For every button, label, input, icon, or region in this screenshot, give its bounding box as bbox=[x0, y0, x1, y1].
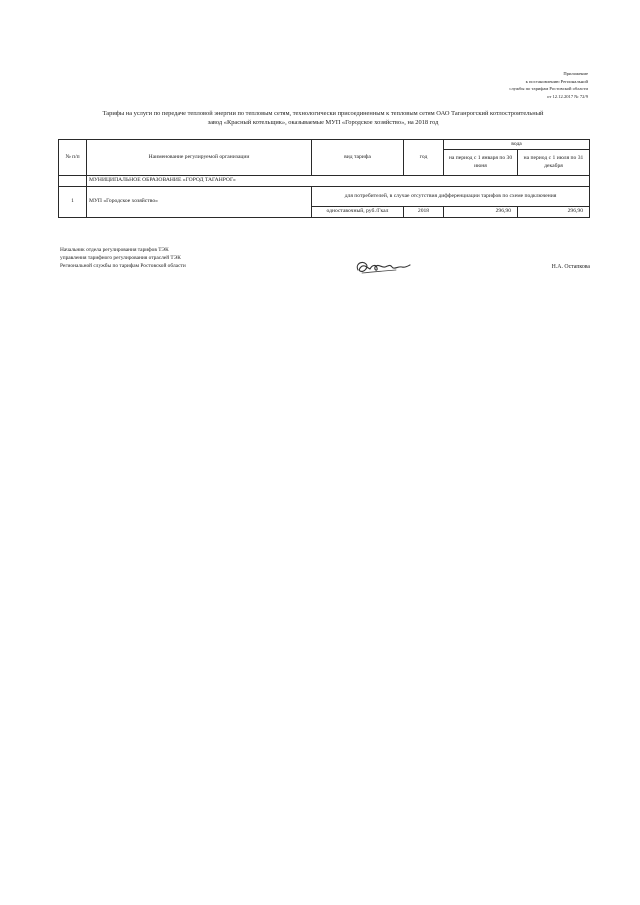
row-num: 1 bbox=[59, 187, 87, 218]
row-tariff-type: одноставочный, руб./Гкал bbox=[312, 207, 404, 218]
signature-icon bbox=[352, 256, 412, 278]
header-period-2: на период с 1 июля по 31 декабря bbox=[518, 150, 590, 176]
header-num: № п/п bbox=[59, 140, 87, 176]
footer-line-3: Региональной службы по тарифам Ростовской области bbox=[60, 262, 186, 269]
municipality-num-cell bbox=[59, 176, 87, 187]
row-value-1: 296,90 bbox=[444, 207, 518, 218]
document-title bbox=[58, 110, 588, 127]
title-line-1: Тарифы на услуги по передаче тепловой энергии по тепловым сетям, технологически присоединенным к тепловым сетям ОАО Таганрогский котлостроительный bbox=[102, 110, 544, 117]
row-consumers-note: для потребителей, в случае отсутствия дифференциации тарифов по схеме подключения bbox=[312, 187, 590, 207]
appendix-line: к постановлению Региональной bbox=[525, 78, 588, 84]
tariff-table bbox=[58, 139, 590, 218]
header-tariff-type: вид тарифа bbox=[312, 140, 404, 176]
header-year: год bbox=[404, 140, 444, 176]
header-period-1: на период с 1 января по 30 июня bbox=[444, 150, 518, 176]
appendix-line: службы по тарифам Ростовской области bbox=[509, 86, 588, 92]
appendix-block bbox=[430, 70, 588, 100]
header-org: Наименование регулируемой организации bbox=[87, 140, 312, 176]
header-water: вода bbox=[444, 140, 590, 150]
footer-line-2: управления тарифного регулирования отраслей ТЭК bbox=[60, 254, 181, 261]
footer-position bbox=[60, 247, 340, 270]
row-org: МУП «Городское хозяйство» bbox=[87, 187, 312, 218]
row-year: 2018 bbox=[404, 207, 444, 218]
title-line-2: завод «Красный котельщик», оказываемые МУП «Городское хозяйство», на 2018 год bbox=[207, 118, 439, 126]
footer-line-1: Начальник отдела регулирования тарифов ТЭК bbox=[60, 247, 169, 253]
appendix-line: от 12.12.2017 № 72/9 bbox=[547, 93, 588, 99]
row-value-2: 296,90 bbox=[518, 207, 590, 218]
signer-name: Н.А. Остапкова bbox=[551, 264, 590, 270]
appendix-line: Приложение bbox=[563, 71, 588, 76]
municipality-name: МУНИЦИПАЛЬНОЕ ОБРАЗОВАНИЕ «ГОРОД ТАГАНРОГ» bbox=[87, 176, 590, 187]
